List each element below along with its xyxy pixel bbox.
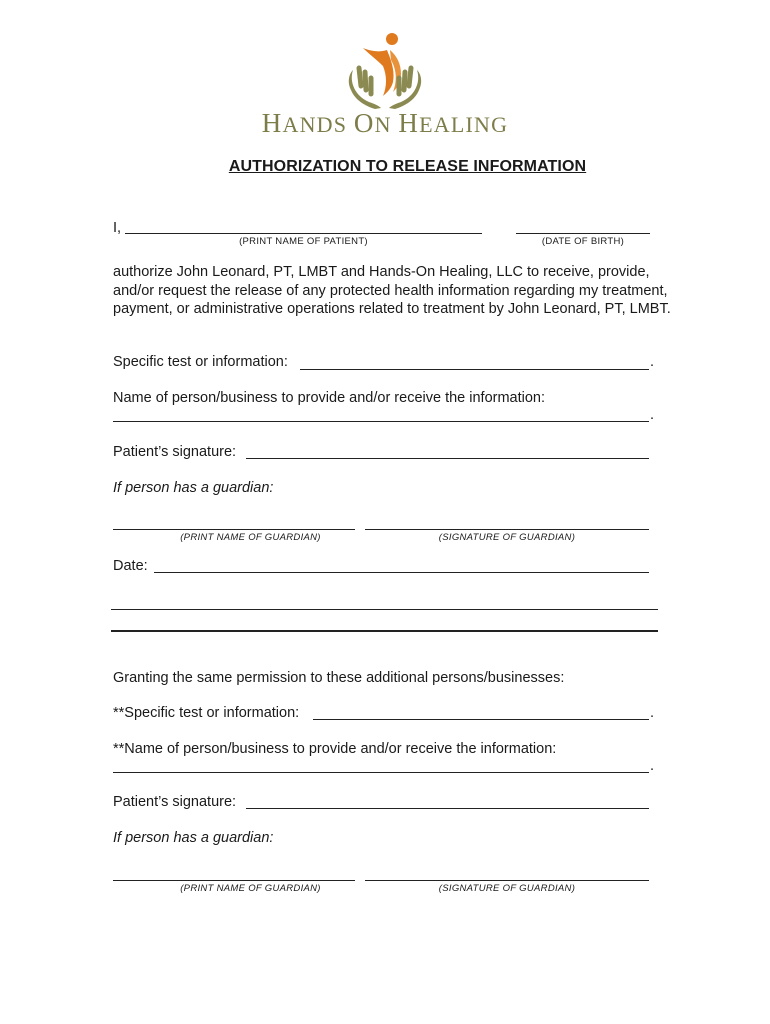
additional-specific-test-label: **Specific test or information: xyxy=(113,705,300,721)
date-of-birth-field[interactable] xyxy=(516,233,650,234)
person-business-label: Name of person/business to provide and/or receive the information: xyxy=(113,390,546,406)
additional-specific-test-field[interactable] xyxy=(313,719,649,720)
guardian-label: If person has a guardian: xyxy=(113,480,274,496)
patient-signature-field[interactable] xyxy=(246,458,649,459)
person-business-field[interactable] xyxy=(113,421,649,422)
patient-name-caption: (PRINT NAME OF PATIENT) xyxy=(239,236,368,247)
divider-line xyxy=(111,609,658,610)
additional-patient-signature-label: Patient’s signature: xyxy=(113,794,237,810)
company-logo xyxy=(335,30,435,110)
patient-name-field[interactable] xyxy=(125,233,482,234)
additional-person-business-field[interactable] xyxy=(113,772,649,773)
additional-guardian-signature-field[interactable] xyxy=(365,880,649,881)
additional-guardian-name-caption: (PRINT NAME OF GUARDIAN) xyxy=(180,883,321,894)
specific-test-label: Specific test or information: xyxy=(113,354,288,370)
hands-figure-logo-icon xyxy=(335,30,435,110)
form-title: AUTHORIZATION TO RELEASE INFORMATION xyxy=(228,158,587,175)
additional-guardian-label: If person has a guardian: xyxy=(113,830,274,846)
additional-person-business-label: **Name of person/business to provide and/or receive the information: xyxy=(113,741,557,757)
additional-guardian-name-field[interactable] xyxy=(113,880,355,881)
period-mark: . xyxy=(650,407,655,423)
authorization-paragraph: authorize John Leonard, PT, LMBT and Hands-On Healing, LLC to receive, provide, and/or request the release of any protected health information regarding my treatment, payment, or administrative operations related to treatment by John Leonard, PT, LMBT. xyxy=(113,264,671,317)
period-mark: . xyxy=(650,758,655,774)
additional-patient-signature-field[interactable] xyxy=(246,808,649,809)
date-label: Date: xyxy=(113,558,148,574)
guardian-signature-field[interactable] xyxy=(365,529,649,530)
brand-name: HANDS ON HEALING xyxy=(261,108,509,138)
period-mark: . xyxy=(650,354,655,370)
patient-signature-label: Patient’s signature: xyxy=(113,444,237,460)
period-mark: . xyxy=(650,705,655,721)
date-of-birth-caption: (DATE OF BIRTH) xyxy=(541,236,625,247)
specific-test-field[interactable] xyxy=(300,369,649,370)
date-field[interactable] xyxy=(154,572,649,573)
additional-permission-intro: Granting the same permission to these additional persons/businesses: xyxy=(113,670,565,686)
patient-prefix: I, xyxy=(113,220,122,236)
guardian-name-field[interactable] xyxy=(113,529,355,530)
guardian-signature-caption: (SIGNATURE OF GUARDIAN) xyxy=(438,532,576,543)
guardian-name-caption: (PRINT NAME OF GUARDIAN) xyxy=(180,532,321,543)
divider-line-thick xyxy=(111,630,658,632)
additional-guardian-signature-caption: (SIGNATURE OF GUARDIAN) xyxy=(438,883,576,894)
